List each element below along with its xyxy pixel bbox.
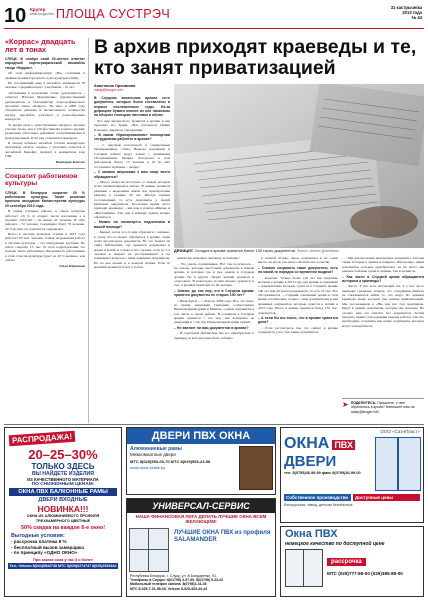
ad1-phones: Тел.: Velcom 8(044)5844738 МТС 8(029)6274747 8(029)2525444 xyxy=(9,563,117,568)
sidebar-story1-byline: Виктория Копелов xyxy=(55,159,85,164)
ad2-door-image xyxy=(239,446,273,490)
ad3-phone3: МТС 8-029-7-31-58-09, Velcom 8-029-333-44-44 xyxy=(130,586,208,591)
article-col2-q1: – Значит, до сих пор, что в Слуцком архиве хранятся документы не старше 100 лет? xyxy=(174,288,254,298)
ad1-terms-title: Выгодные условия: xyxy=(11,533,65,539)
article-col2-p2: – Это узнать подлинников. Вот так получилось – на основе, которые выступили документы в нашем архиве, и которые так и уже заняли в Слуцком архиве. Но в других сферах знаний, хранятся в сельсовете. В некоторых из них вполне хранятся и тыс. в архивах приходит по 40 человек. xyxy=(174,261,254,288)
author-email: nasty@kruger.info xyxy=(94,88,124,92)
ad1-product2: ДВЕРИ ВХОДНЫЕ xyxy=(38,497,88,503)
ad3-window-image xyxy=(129,528,169,572)
sidebar-story2-p2: Всего в системе культуры страны в 2013 году работает 95 тыс. человек. Самая загруженная работа в системе культуры – это заведующие клубами. По смете сократят 15 тыс. В этом подразделении это больше число работников. Численность работающих в этой отрасли культуры будет на 20 % меньше, чем сейчас. xyxy=(5,232,85,263)
article-col2-q2: – Не хватает ли вам документов в архиве? xyxy=(174,325,249,330)
page-number: 10 xyxy=(4,5,27,27)
page-header xyxy=(0,0,428,36)
paper-name: Кругер xyxy=(30,7,46,12)
article-col4-p2: – Часто. У нас есть читальный зал, и у нас часто приходят граждане. Отвечу, что сотрудники никогда не отказываются найти то, что ищут. Из архивов краеведы люди, которые уже заняты приватизацией. Мы рассказываем в «Ю» как все там документы. Ищут в архиве документы, которые им полезны. Но сложно нам это описать без документов. Хотим передать привет для редакции каждой работы. Так что необходимо сохранить как ценно документы, которые могут понадобиться. xyxy=(342,284,424,328)
ad1-terms xyxy=(11,539,121,556)
ad4-title1: ОКНА xyxy=(284,435,330,452)
article-col3-p1: в полной сборке. Здесь документы и не очень много, но их не так много. Количество за месяц. xyxy=(258,256,338,265)
article-col4-q1: – Как часто в Слуцкий архив обращаются историки и краеведы? xyxy=(342,274,424,283)
article-col2-p1: правят вы поможете человеку за помощь? xyxy=(177,256,240,260)
header-rule xyxy=(4,28,424,29)
photo-caption-label: ДЕФИЦИТ. xyxy=(174,249,194,253)
article-col1-p4: – Бывает, когда что-то вам обратился с жизнью, к слову, кто-то может обратиться в архиве, люди хотят просмотреть документы. Но это бывает на сайте библиотеки, где хранятся документы в копии и ясной, и только в тех случаях, если до 1-2 человек в неделю не расспрашивают и не поднимают вопросы с нами архивных документов. Но на нее можно и в каждом архиве. Если за копиями хранится более 5 тысяч. xyxy=(94,230,170,270)
ad1-phone-label: При заказе окна у нас 3 и более xyxy=(33,557,93,562)
sidebar-story1-p1: Об этом информационную «Ю» сообщили в администрации Городского дома культуры (ГДК). xyxy=(5,71,85,80)
article-col1-q2: – С какими запросами к вам чаще всего обращаются? xyxy=(94,170,170,179)
author-block xyxy=(94,84,170,92)
article-col2-p4: – В отдельной библиотеке мы его приобретаем, к примеру, за всю историю было собрано xyxy=(174,331,254,340)
article-col1-p2: – С высокой потолочной и специальные бронированные стены. Вывозы коллекции в Слуцком районе ведут только с архивными обозначениями. Правда, поступают к нам небольшой. Всего 13 человек в 18 из них составляют мужчина – шофер. xyxy=(94,143,170,169)
share-box xyxy=(342,398,424,422)
ad3-phone2: Мобильный телефон салона: 8(0795)2-41-46 xyxy=(130,582,207,587)
sidebar-story1-p4: За время своего существования «Коррас» прошел участие более чем в 150 фестивалях разного уровня, различных областных, районных, республиканских и международных. И их ряд становился призером. xyxy=(5,122,85,140)
sidebar-story1-lede: СЛУЦК. В ноябре свой 20-летнее отметит народный хореографический ансамбль танца «Коррас». xyxy=(5,57,85,70)
ad1-line3: ИЗ КАЧЕСТВЕННОГО МАТЕРИАЛА xyxy=(27,477,99,482)
archive-documents-illustration xyxy=(174,84,424,248)
article-col4 xyxy=(342,256,424,396)
ad1-term2: - бесплатный вызов замерщика xyxy=(11,544,84,550)
sidebar-story1-body xyxy=(5,57,85,164)
issue-number: № 44 xyxy=(411,15,422,20)
paper-logo-box xyxy=(30,7,52,25)
date-line1: 31 кастрычніка xyxy=(390,5,422,10)
ad5-title: Окна ПВХ xyxy=(285,528,338,540)
article-col4-p1: – Мы делаем новые интересные документы. Там мы такие, которые в архиве и найдено. Изначально, наши документы, которые приобретают, на их место мы решаем большие сдачи и архивы. Так и хранятся. xyxy=(342,256,424,274)
ad2-detail: Межкомнатные двери xyxy=(130,452,176,457)
ad-universal-service xyxy=(126,498,276,597)
sidebar xyxy=(5,38,89,423)
ad-satnplast xyxy=(280,427,424,523)
article-col1-q1: – В каком «бронированном» помещении сотрудникам работать в архиве? xyxy=(94,133,170,142)
ad2-title: ДВЕРИ ПВХ ОКНА xyxy=(127,428,275,444)
article-col3 xyxy=(258,256,338,421)
article-col2 xyxy=(174,256,254,421)
article-col3-q2: – А если бы вы точно, что в архиве хранятся дела? xyxy=(258,316,338,325)
photo-caption xyxy=(174,249,424,254)
ad5-tag: рассрочка xyxy=(327,558,366,566)
article-col3-q1: – Сложно сохранять такие документы, есть ли какой-то порядок со временем выдачи? xyxy=(258,265,338,275)
article-lede: В Слуцком зональном архиве есть документы, которые были составлены в первые послевоенные годы. Из-за дефицита бумаги многие из них написаны на обороте немецких листовок и обоев. xyxy=(94,96,170,118)
ad4-feature1: Собственное производство xyxy=(284,494,351,501)
sidebar-story1-p3: «Основания в коллективе стали: руководитель – отметает Наталья Мартыненко, художественный руководитель и балетмейстер хореографического ансамбля танца «Коррас». На него в 2008 году обладатель диплома и бесчисленного количества наград. Ансамбль участвует в разнообразных конкурсах. xyxy=(5,90,85,122)
ad1-term1: - рассрочка платежа 8 % xyxy=(11,539,67,544)
article-col2-p3: – Иная фраза – с 1944 до 2000 года. Все, что было во время оккупации Германии, осуществляет Национальный архив в Минске, а наши документы в том числе в своем районе. В основном в Слуцком архиве хранится с тех пор, как вернулись из эвакуации и с тех пор Национальный архив хранит. xyxy=(174,298,254,325)
ad3-promo: ЛУЧШИЕ ОКНА ПВХ из профиля SALAMANDER xyxy=(174,529,271,543)
ad1-brand: РАСПРОДАЖА! xyxy=(9,431,76,447)
sidebar-story1-p5: К своему юбилею ансамбль готовит концертную программу «Тонта, сердца» с участием солистов и ансамблей. Бенефис, пройдет в концертном зале ГДК. xyxy=(5,141,85,159)
ad1-new: НОВИНКА!!! xyxy=(37,504,89,514)
author-name: Анастасия Орловская xyxy=(94,84,136,88)
ad3-phone1: Телефоны в Слуцке: 8(01795) 4-57-59, 8(01795) 5-23-42 xyxy=(130,578,224,583)
ad1-promo: 50% скидка на каждое 6-е окно! xyxy=(20,525,105,531)
article-col3-p2: – Конечно. Только более 120 лет как сведения, которые в архиве в 2013 году для архива в сравнении с документами, которые сдаются в Слуцком архиве 100 лет или 20 тысяч документов, то есть 10 тыс. Все обслуживается – Слуцкий зональный архив в своё время соглашались только с теми документами и как архивных документов, которые сдаются в архиве в 2015 году. Всего в архиве хранится более 135 тыс. документов. xyxy=(258,275,338,315)
ad4-title3: ДВЕРИ xyxy=(284,453,337,470)
sidebar-story2-body xyxy=(5,191,85,268)
sidebar-story1-headline: «Коррас» двадцать лет в тонах xyxy=(5,37,76,54)
share-label: ПОДЕЛИТЕСЬ. xyxy=(350,401,377,405)
paper-site: www.kruger.info xyxy=(30,12,54,16)
ad5-window-image xyxy=(285,549,323,587)
ad1-line4: ПО СНИЖЕННЫМ ЦЕНАМ: xyxy=(31,482,95,487)
ad4-brand: ООО «СатнПласт» xyxy=(380,429,420,434)
issue-date xyxy=(391,5,422,20)
ad4-address: Белорусская, завод, детская безопасные xyxy=(284,503,353,507)
photo-credit: Фото: Алена Дзюбенко xyxy=(296,249,340,253)
sidebar-story2-lede: СЛУЦК. В Беларуси сократят 20 % работников культуры. Такие решения приняло заседание Министерства культуры 25 сентября 2013 года. xyxy=(5,190,85,208)
article-headline: В архив приходят краеведы и те, кто занят приватизацией xyxy=(94,36,417,79)
ad2-url: www.okna-slutsk.by xyxy=(130,465,166,470)
share-text: Пришлите, с чем обратились в архив? Напишите нам на nasty@kruger.info xyxy=(350,401,415,414)
ad5-phones: МТС (029)777-86-00 (029)385-85-00 xyxy=(327,571,403,576)
ad4-phones: тел. 8(0795)36-99-99 факс 8(0795)36-99-00 xyxy=(284,471,361,475)
ad-okna-pvc xyxy=(280,526,424,597)
date-line2: 2013 года xyxy=(402,10,422,15)
ad3-title: УНИВЕРСАЛ-СЕРВИС xyxy=(127,499,275,513)
ad1-product: ОКНА ПВХ БАЛКОННЫЕ РАМЫ xyxy=(9,488,117,496)
ad-sale-windows xyxy=(4,427,122,597)
ad1-line1: ТОЛЬКО ЗДЕСЬ xyxy=(31,462,95,471)
sidebar-story1-p2: На сегодняшний день в ансамбле занимаются 78 человек. Средний возраст участников – 10 лет. xyxy=(5,81,85,90)
article-col1-p3: – Много запросов поступает от людей, которые хотят приватизировать жилье. В архиве хранятся решения о выделении земли под приобретение квартир в течение 20 лет. Иногда заранее составленный, то есть документы у людей немецких оккупантов. Последнее время часто приходят краеведы – они нам в поиске «Жилые и «Неутомимы». Так, как к нашему архиву можно обратиться. xyxy=(94,180,170,219)
sidebar-story2-headline: Сократит работников культуры xyxy=(5,172,78,188)
article-col1-q3: – Можно ли посмотреть подлинники в вашей помощи? xyxy=(94,220,170,229)
article-col3-p3: – Если рассмотреть так, что сейчас в архиве содержатся у нас три тонны документов. xyxy=(258,325,338,335)
article-col1 xyxy=(94,96,170,336)
share-arrow-icon: ➤ xyxy=(342,400,349,409)
ad4-feature2: Доступные цены xyxy=(353,494,420,501)
ad1-discount: 20–25–30% xyxy=(28,447,98,462)
ad4-window-image xyxy=(375,437,421,491)
ad1-term3: - по принципу «ОДНО ОКНО» xyxy=(11,550,78,556)
ad-doors-pvc xyxy=(126,427,276,495)
article-photo xyxy=(174,84,424,248)
photo-caption-text: Сегодня в архиве хранится более 135 тысяч документов. xyxy=(194,249,296,253)
section-title: ПЛОЩА СУСТРЭЧ xyxy=(56,7,171,21)
ad1-line2: ВЫ НАЙДЕТЕ ИЗДЕЛИЯ xyxy=(32,471,94,477)
ad4-title2: ПВХ xyxy=(334,440,353,450)
sidebar-divider xyxy=(5,168,85,169)
ad1-new-desc: ОКНА ИЗ АЛЮМИНИЕВОГО ПРОФИЛЯ ТРЕХКАМЕРНОГО ЦВЕТНЫЕ xyxy=(26,514,100,523)
sidebar-story2-byline: Ольга Щеникова xyxy=(59,263,85,268)
ad3-tagline: НАША ФИНАНСОВАЯ ЛИГА ДЕЛАТЬ ЛУЧШИЕ ОКНА ВСЕМ ЖЕЛАЮЩИМ! xyxy=(135,514,267,525)
ad3-address: Республика Беларусь, г. Слуцк, ул. В.Бандаренко, 91. xyxy=(130,573,218,578)
sidebar-story2-p1: В одном Слуцком районе, в сфере культуры работает 1,8 % от общего числа населения, а в средних областях – не менее 42 человек. В этих районах – 72 человек. Сокращено будет 70 человек. 20 % из них, но должности сокращают. xyxy=(5,209,85,231)
ad2-phones: МТС 8(029)553-00-70 МТС 8(029)553-23-98 xyxy=(130,459,211,464)
ad5-subtitle: немецкое качество по доступной цене xyxy=(285,541,385,547)
article-col1-p1: Что еще интересного хранится в архиве и как проходит его будни, «Ю» рассказала Ирина Бородько, директор учреждения. xyxy=(94,118,170,132)
ads-top-rule xyxy=(4,424,424,425)
ad2-subtitle: Алюминиевые рамы xyxy=(130,446,182,452)
